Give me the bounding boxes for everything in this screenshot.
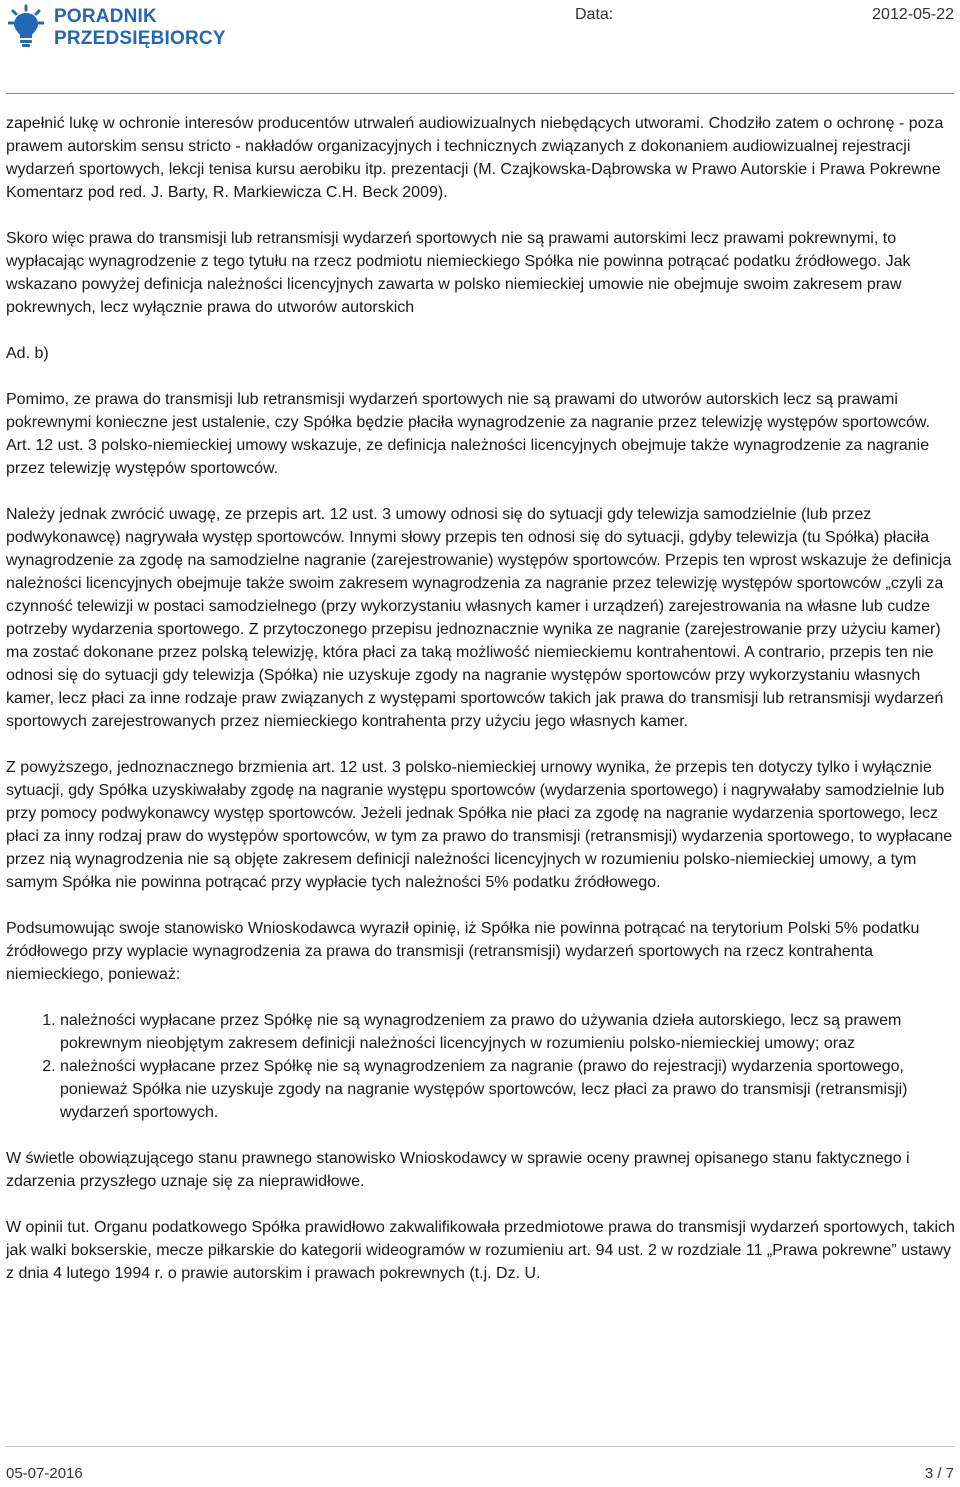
page-number: 3 / 7 [924, 1465, 954, 1482]
paragraph: Z powyższego, jednoznacznego brzmienia art. 12 ust. 3 polsko-niemieckiej urnowy wynika, że przepis ten dotyczy tylko i wyłącznie sytuacji, gdy Spółka uzyskiwałaby zgodę na nagranie występu sportowców (wydarzenia sportowego) i nagrywałaby samodzielnie lub przy pomocy podwykonawcy występ sportowców. Jeżeli jednak Spółka nie płaci za zgodę na nagranie wydarzenia sportowego, lecz płaci za inny rodzaj praw do występów sportowców, w tym za prawo do transmisji (retransmisji) wydarzenia sportowego, to wypłacane przez nią wynagrodzenia nie są objęte zakresem definicji należności licencyjnych w rozumieniu polsko-niemieckiej umowy, a tym samym Spółka nie powinna potrącać przy wypłacie tych należności 5% podatku źródłowego. [6, 759, 953, 891]
lightbulb-icon [8, 4, 44, 48]
list-item: 1. należności wypłacane przez Spółkę nie są wynagrodzeniem za prawo do używania dzieła autorskiego, lecz są prawem pokrewnym nieobjętym zakresem definicji należności licencyjnych w rozumieniu polsko-niemieckiej umowy; oraz [60, 1009, 958, 1055]
paragraph: Pomimo, ze prawa do transmisji lub retransmisji wydarzeń sportowych nie są prawami do utworów autorskich lecz są prawami pokrewnymi konieczne jest ustalenie, czy Spółka będzie płaciła wynagrodzenie za nagranie przez telewizję występów sportowców. Art. 12 ust. 3 polsko-niemieckiej umowy wskazuje, ze definicja należności licencyjnych obejmuje także wynagrodzenie za nagranie przez telewizję występów sportowców. [6, 391, 931, 477]
logo-line-2: PRZEDSIĘBIORCY [54, 28, 226, 49]
paragraph: Skoro więc prawa do transmisji lub retransmisji wydarzeń sportowych nie są prawami autorskimi lecz prawami pokrewnymi, to wypłacając wynagrodzenie z tego tytułu na rzecz podmiotu niemieckiego Spółka nie powinna potrącać podatku źródłowego. Jak wskazano powyżej definicja należności licencyjnych zawarta w polsko niemieckiej umowie nie obejmuje swoim zakresem praw pokrewnych, lecz wyłącznie prawa do utworów autorskich [6, 230, 911, 316]
paragraph: W świetle obowiązującego stanu prawnego stanowisko Wnioskodawcy w sprawie oceny prawnej opisanego stanu faktycznego i zdarzenia przyszłego uznaje się za nieprawidłowe. [6, 1150, 910, 1190]
date-label: Data: [575, 6, 614, 23]
paragraph: W opinii tut. Organu podatkowego Spółka prawidłowo zakwalifikowała przedmiotowe prawa do transmisji wydarzeń sportowych, takich jak walki bokserskie, mecze piłkarskie do kategorii wideogramów w rozumieniu art. 94 ust. 2 w rozdziale 11 „Prawa pokrewne” ustawy z dnia 4 lutego 1994 r. o prawie autorskim i prawach pokrewnych (t.j. Dz. U. [6, 1219, 955, 1282]
header-divider [6, 93, 954, 94]
paragraph: zapełnić lukę w ochronie interesów producentów utrwaleń audiowizualnych niebędących utworami. Chodziło zatem o ochronę - poza prawem autorskim sensu stricto - nakładów organizacyjnych i technicznych związanych z dokonaniem audiowizualnej rejestracji wydarzeń sportowych, lekcji tenisa kursu aerobiku itp. prezentacji (M. Czajkowska-Dąbrowska w Prawo Autorskie i Prawa Pokrewne Komentarz pod red. J. Barty, R. Markiewicza C.H. Beck 2009). [6, 115, 944, 201]
list-item: 2. należności wypłacane przez Spółkę nie są wynagrodzeniem za nagranie (prawo do rejestracji) wydarzenia sportowego, ponieważ Spółka nie uzyskuje zgody na nagranie występów sportowców, lecz płaci za prawo do transmisji (retransmisji) wydarzeń sportowych. [60, 1055, 958, 1124]
logo-text [54, 6, 226, 50]
paragraph: Należy jednak zwrócić uwagę, ze przepis art. 12 ust. 3 umowy odnosi się do sytuacji gdy telewizja samodzielnie (lub przez podwykonawcę) nagrywała występ sportowców. Innymi słowy przepis ten odnosi się do sytuacji, gdyby telewizja (tu Spółka) płaciła wynagrodzenie za zgodę na samodzielne nagranie (zarejestrowanie) występów sportowców. Przepis ten wprost wskazuje że definicja należności licencyjnych obejmuje także swoim zakresem wynagrodzenia za nagranie przez telewizję występów sportowców „czyli za czynność telewizji w postaci samodzielnego (przy wykorzystaniu własnych kamer i urządzeń) zarejestrowania na własne lub cudze potrzeby wydarzenia sportowego. Z przytoczonego przepisu jednoznacznie wynika ze nagranie (zarejestrowanie przy użyciu kamer) ma zostać dokonane przez polską telewizję, która płaci za taką możliwość niemieckiemu kontrahentowi. A contrario, przepis ten nie odnosi się do sytuacji gdy telewizja (Spółka) nie uzyskuje zgody na nagranie występów sportowców przy wykorzystaniu własnych kamer, lecz płaci za inne rodzaje praw związanych z występami sportowców takich jak prawa do transmisji lub retransmisji wydarzeń sportowych zarejestrowanych przez niemieckiego kontrahenta przy użyciu jego własnych kamer. [6, 506, 952, 730]
date-value: 2012-05-22 [872, 6, 954, 23]
page-header [0, 0, 960, 90]
logo[interactable] [8, 4, 226, 50]
document-body [6, 112, 958, 1308]
numbered-list [6, 1009, 958, 1124]
footer-divider [6, 1446, 954, 1447]
paragraph-heading: Ad. b) [6, 345, 49, 362]
paragraph: Podsumowując swoje stanowisko Wnioskodawca wyraził opinię, iż Spółka nie powinna potrącać na terytorium Polski 5% podatku źródłowego przy wyplacie wynagrodzenia za prawa do transmisji (retransmisji) wydarzeń sportowych na rzecz kontrahenta niemieckiego, ponieważ: [6, 920, 920, 983]
logo-line-1: PORADNIK [54, 6, 157, 27]
footer-date: 05-07-2016 [6, 1465, 83, 1482]
